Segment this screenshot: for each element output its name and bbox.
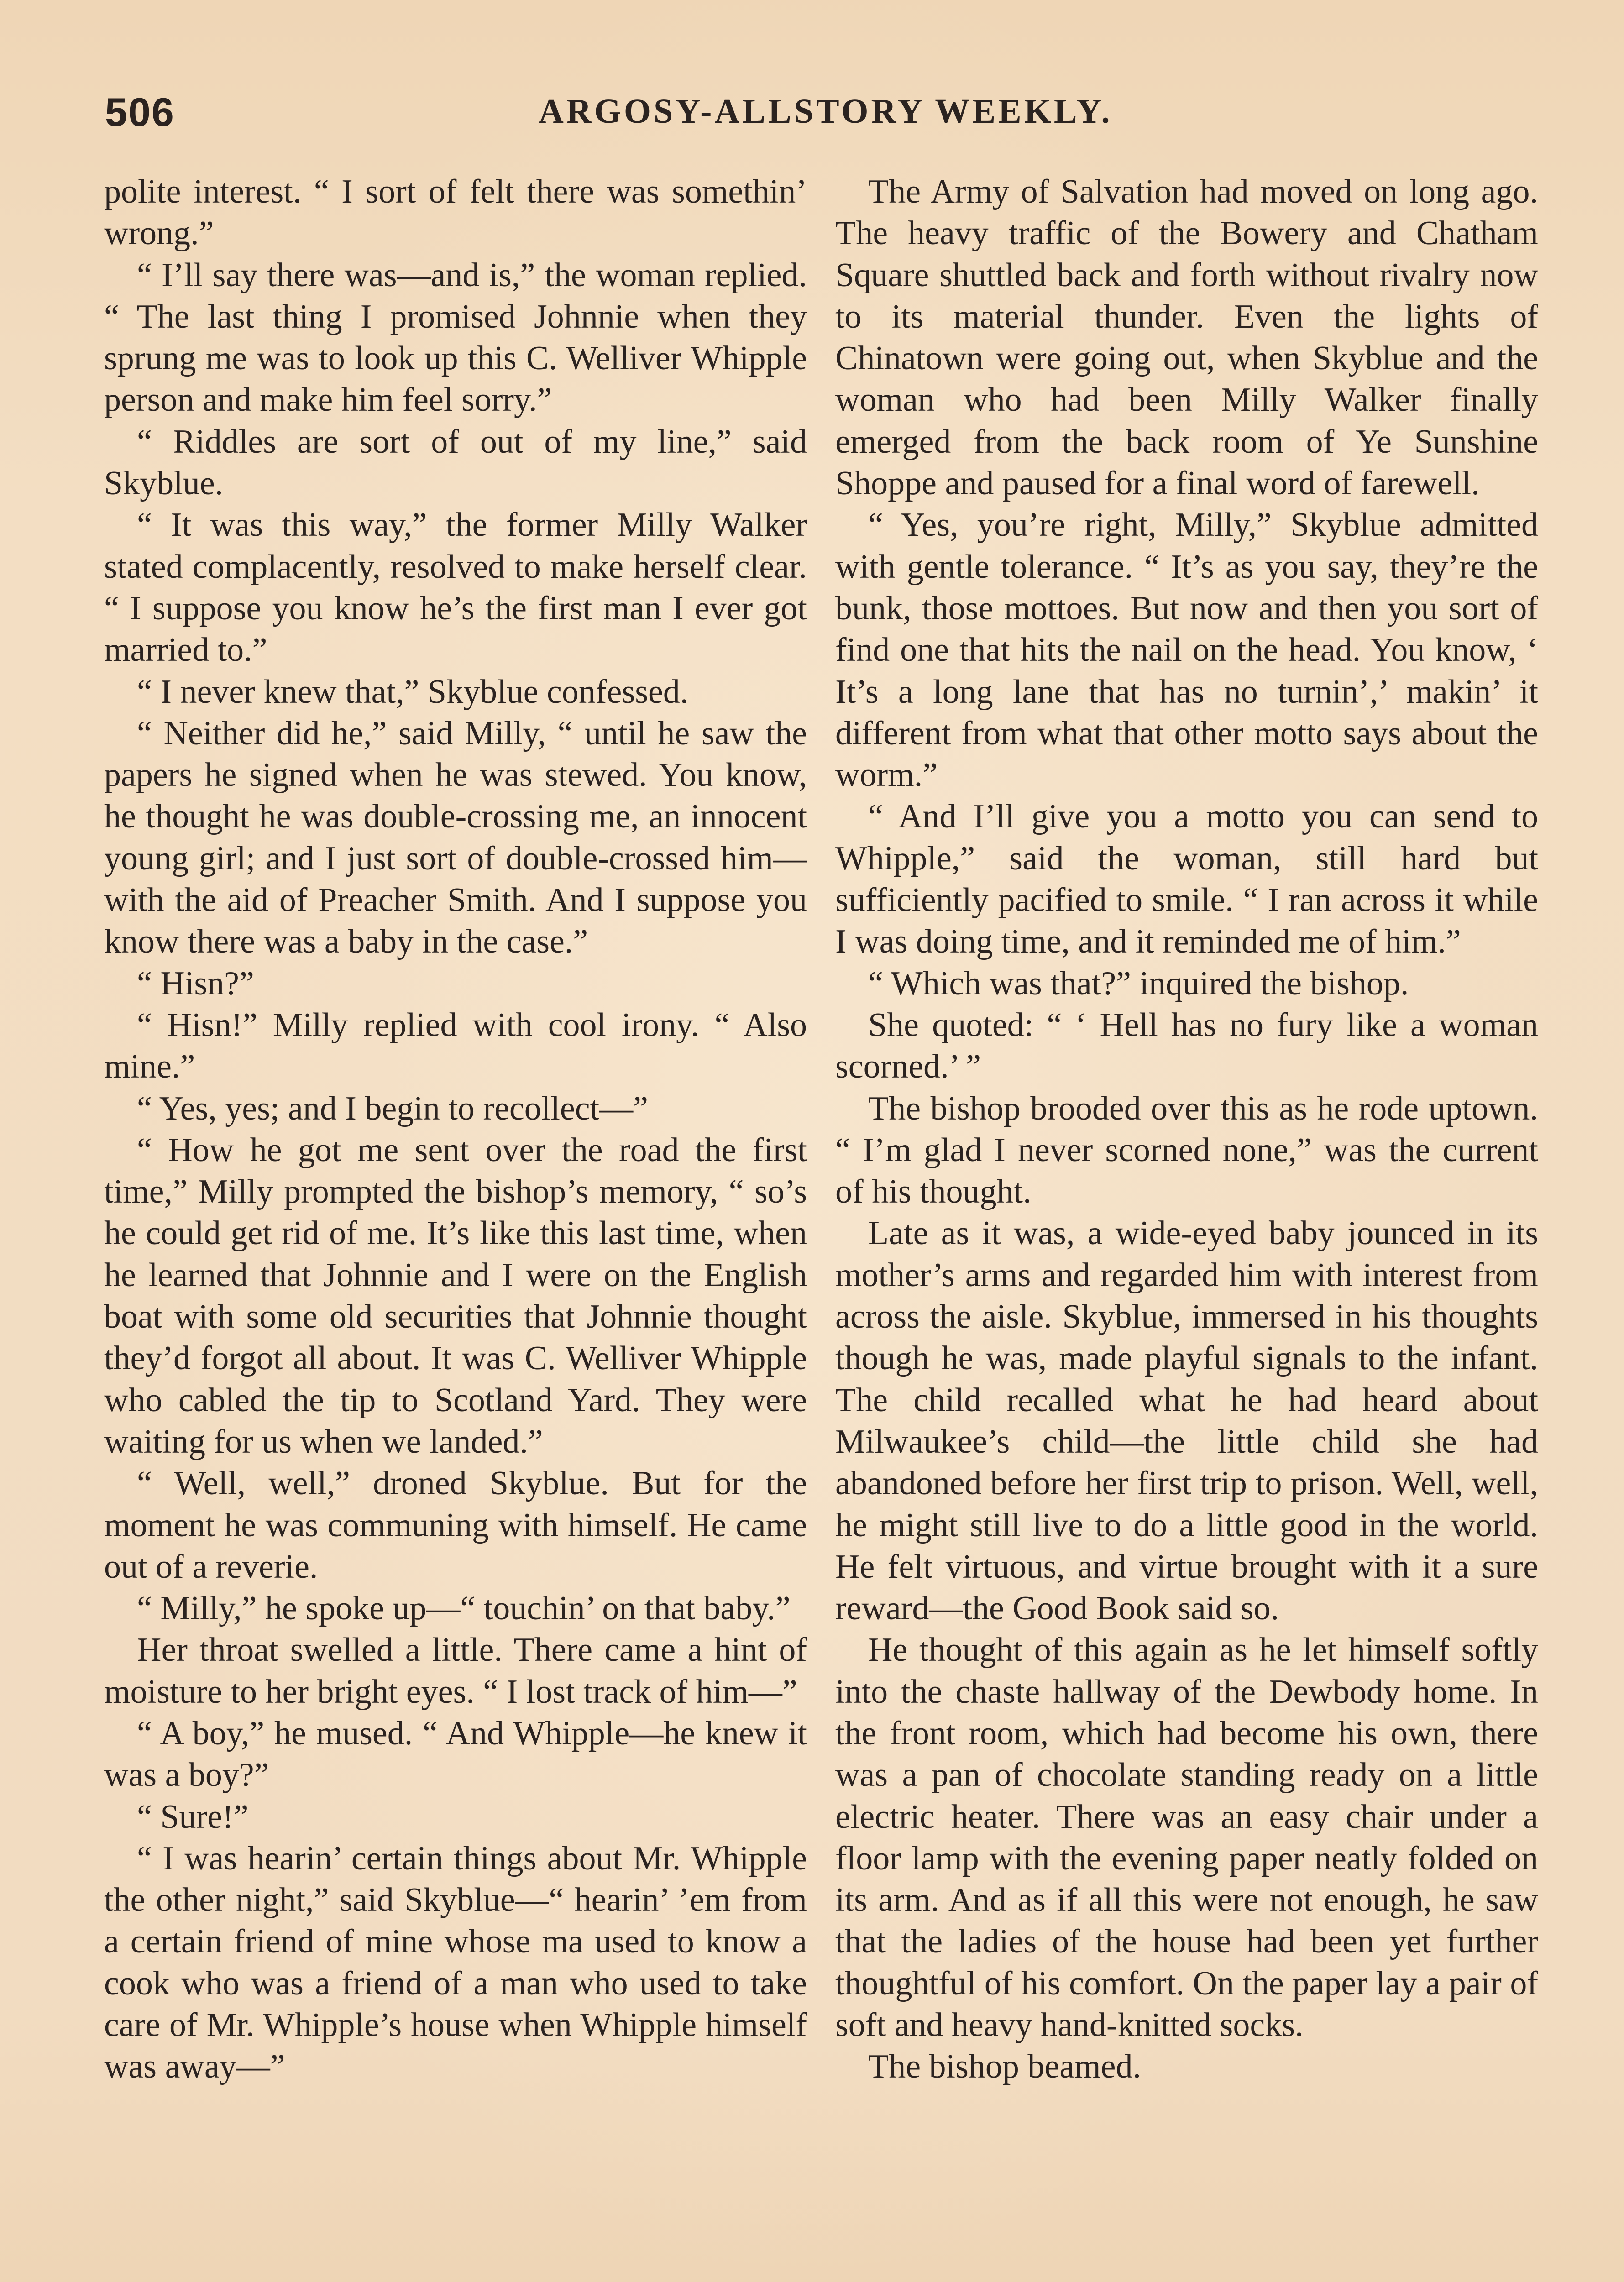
paragraph: “ A boy,” he mused. “ And Whipple—he knew it was a boy?” [104,1714,807,1794]
running-title: ARGOSY-ALLSTORY WEEKLY. [539,92,1113,131]
paragraph: Late as it was, a wide-eyed baby jounced in its mother’s arms and regarded him with interest from across the aisle. Skyblue, immersed in his thoughts though he was, made playful signals to the infant. The child recalled what he had heard about Milwaukee’s child—the little child she had abandoned before her first trip to prison. Well, well, he might still live to do a little good in the world. He felt virtuous, and virtue brought with it a sure reward—the Good Book said so. [835,1214,1538,1628]
paragraph: “ Yes, yes; and I begin to recollect—” [137,1089,648,1127]
paragraph: “ It was this way,” the former Milly Walker stated complacently, resolved to make herself clear. “ I suppose you know he’s the first man I ever got married to.” [104,506,807,669]
page-number: 506 [105,89,175,135]
paragraph: “ Sure!” [137,1798,249,1836]
paragraph: “ Hisn!” Milly replied with cool irony. “ Also mine.” [104,1006,807,1086]
paragraph: The bishop brooded over this as he rode uptown. “ I’m glad I never scorned none,” was the current of his thought. [835,1089,1538,1211]
paragraph: “ How he got me sent over the road the first time,” Milly prompted the bishop’s memory, “ so’s he could get rid of me. It’s like this last time, when he learned that Johnnie and I were on the English boat with some old securities that Johnnie thought they’d forgot all about. It was C. Welliver Whipple who cabled the tip to Scotland Yard. They were waiting for us when we landed.” [104,1131,807,1460]
paragraph: The bishop beamed. [868,2048,1141,2086]
paragraph: “ Which was that?” inquired the bishop. [868,964,1409,1002]
paragraph: “ Well, well,” droned Skyblue. But for the moment he was communing with himself. He came out of a reverie. [104,1465,807,1586]
paragraph: “ And I’ll give you a motto you can send to Whipple,” said the woman, still hard but sufficiently pacified to smile. “ I ran across it while I was doing time, and it reminded me of him.” [835,798,1538,961]
paragraph: “ Neither did he,” said Milly, “ until he saw the papers he signed when he was stewed. You know, he thought he was double-crossing me, an innocent young girl; and I just sort of double-crossed him—with the aid of Preacher Smith. And I suppose you know there was a baby in the case.” [104,714,807,961]
paragraph: “ Riddles are sort of out of my line,” said Skyblue. [104,423,807,502]
page-header [105,89,1534,139]
paragraph: polite interest. “ I sort of felt there was somethin’ wrong.” [104,173,807,252]
paragraph: “ Yes, you’re right, Milly,” Skyblue admitted with gentle tolerance. “ It’s as you say, they’re the bunk, those mottoes. But now and then you sort of find one that hits the nail on the head. You know, ‘ It’s a long lane that has no turnin’,’ makin’ it different from what that other motto says about the worm.” [835,506,1538,794]
paragraph: “ I was hearin’ certain things about Mr. Whipple the other night,” said Skyblue—“ hearin’ ’em from a certain friend of mine whose ma used to know a cook who was a friend of a man who used to take care of Mr. Whipple’s house when Whipple himself was away—” [104,1839,807,2086]
paragraph: Her throat swelled a little. There came a hint of moisture to her bright eyes. “ I lost track of him—” [104,1631,807,1711]
paragraph: The Army of Salvation had moved on long ago. The heavy traffic of the Bowery and Chatham Square shuttled back and forth without rivalry now to its material thunder. Even the lights of Chinatown were going out, when Skyblue and the woman who had been Milly Walker finally emerged from the back room of Ye Sunshine Shoppe and paused for a final word of farewell. [835,173,1538,502]
left-column [104,171,807,2088]
paragraph: “ Hisn?” [137,964,254,1002]
paragraph: “ I’ll say there was—and is,” the woman replied. “ The last thing I promised Johnnie when they sprung me was to look up this C. Welliver Whipple person and make him feel sorry.” [104,256,807,419]
paragraph: He thought of this again as he let himself softly into the chaste hallway of the Dewbody home. In the front room, which had become his own, there was a pan of chocolate standing ready on a little electric heater. There was an easy chair under a floor lamp with the evening paper neatly folded on its arm. And as if all this were not enough, he saw that the ladies of the house had been yet further thoughtful of his comfort. On the paper lay a pair of soft and heavy hand-knitted socks. [835,1631,1538,2044]
paragraph: “ I never knew that,” Skyblue confessed. [137,673,689,711]
paragraph: “ Milly,” he spoke up—“ touchin’ on that baby.” [137,1590,791,1628]
right-column [835,171,1538,2088]
paragraph: She quoted: “ ‘ Hell has no fury like a woman scorned.’ ” [835,1006,1538,1086]
